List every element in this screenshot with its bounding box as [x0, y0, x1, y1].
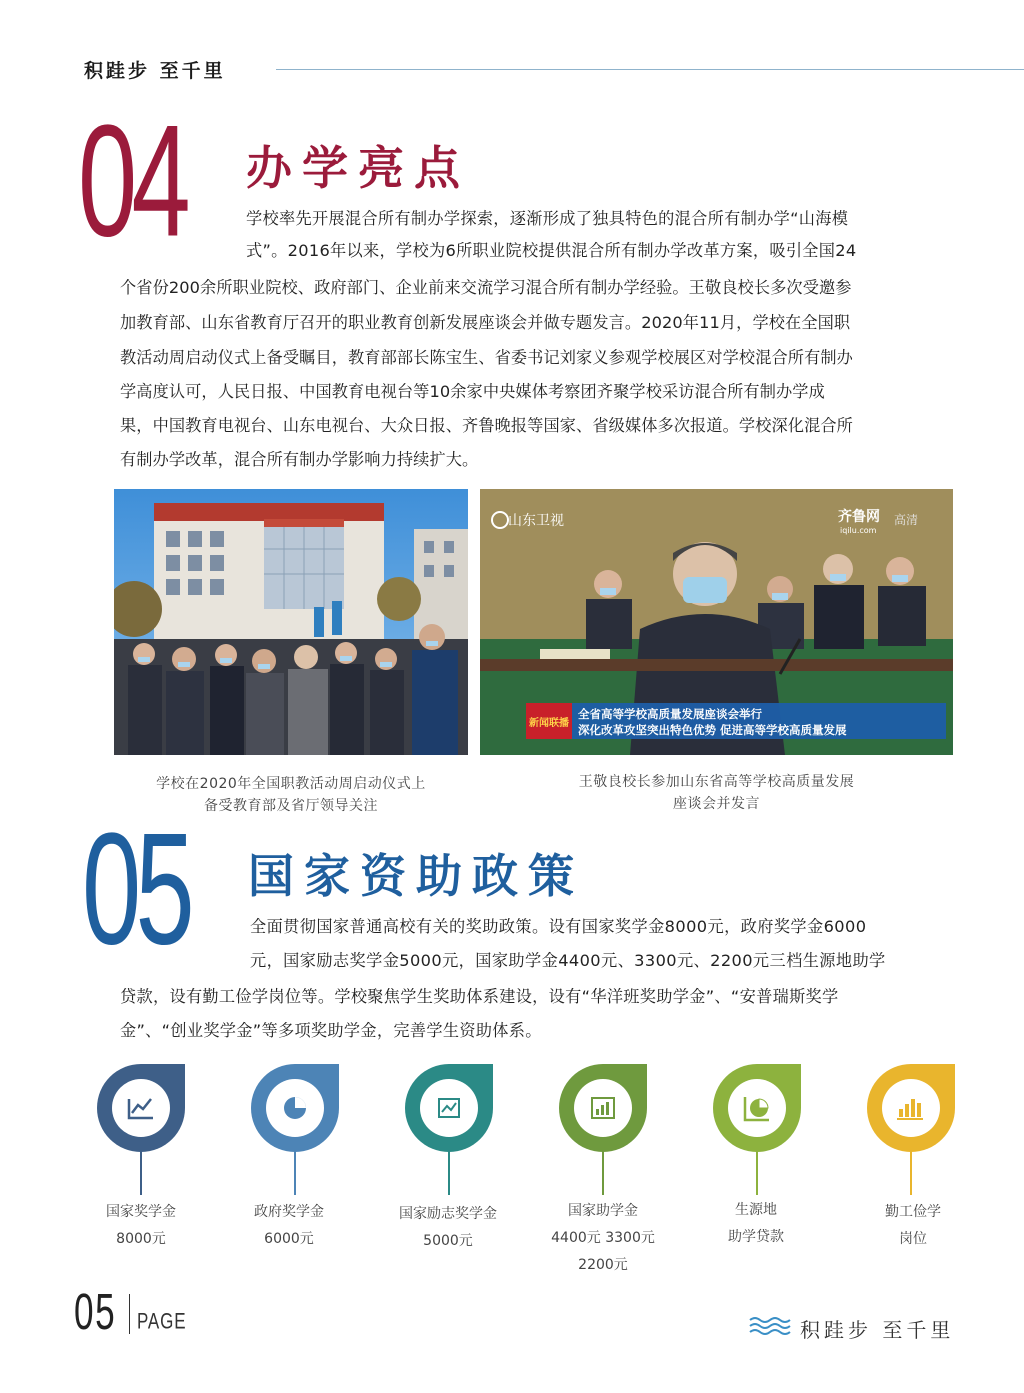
pie-report-icon	[712, 1063, 802, 1153]
icon-stem	[602, 1149, 604, 1195]
caption-line: 学校在2020年全国职教活动周启动仪式上	[156, 776, 426, 792]
icon-label-line: 6000元	[264, 1231, 314, 1247]
tv-logo-right: 齐鲁网	[838, 509, 880, 525]
trend-chart-icon	[404, 1063, 494, 1153]
pie-chart-icon	[250, 1063, 340, 1153]
section-04-line: 果，中国教育电视台、山东电视台、大众日报、齐鲁晚报等国家、省级媒体多次报道。学校深化混合所	[120, 416, 853, 435]
footer-divider	[129, 1294, 130, 1334]
icon-stem	[910, 1149, 912, 1195]
tv-screenshot-photo	[480, 489, 953, 755]
section-04-line: 式”。2016年以来，学校为6所职业院校提供混合所有制办学改革方案，吸引全国24	[246, 241, 857, 260]
section-05-title: 国家资助政策	[248, 849, 584, 903]
icon-stem	[294, 1149, 296, 1195]
section-04-line: 加教育部、山东省教育厅召开的职业教育创新发展座谈会并做专题发言。2020年11月，学校在全国职	[120, 313, 851, 332]
icon-label-line: 8000元	[116, 1231, 166, 1247]
icon-label-line: 5000元	[423, 1233, 473, 1249]
caption-line: 备受教育部及省厅领导关注	[204, 798, 378, 814]
tv-photo-caption	[480, 771, 953, 815]
tv-news-tag: 新闻联播	[529, 718, 569, 729]
tv-logo-right-sub: iqilu.com	[840, 526, 877, 535]
icon-label	[209, 1199, 369, 1253]
icon-label-line: 2200元	[578, 1257, 628, 1273]
icon-label-line: 生源地	[735, 1202, 777, 1218]
wave-icon	[748, 1316, 792, 1336]
section-04-line: 学校率先开展混合所有制办学探索，逐渐形成了独具特色的混合所有制办学“山海模	[246, 209, 849, 228]
line-chart-icon	[96, 1063, 186, 1153]
event-photo-illustration	[114, 489, 468, 755]
tv-screenshot-illustration	[480, 489, 953, 755]
icon-label	[368, 1201, 528, 1255]
icon-label-line: 岗位	[899, 1231, 927, 1247]
footer-slogan: 积跬步 至千里	[800, 1318, 955, 1342]
section-04-title: 办学亮点	[246, 141, 470, 195]
section-05-line: 全面贯彻国家普通高校有关的奖助政策。设有国家奖学金8000元，政府奖学金6000	[250, 917, 867, 936]
page-label: PAGE	[137, 1310, 187, 1335]
section-04-line: 个省份200余所职业院校、政府部门、企业前来交流学习混合所有制办学经验。王敬良校长多次受邀参	[120, 278, 852, 297]
icon-label-line: 国家励志奖学金	[399, 1206, 497, 1222]
icon-stem	[448, 1149, 450, 1195]
page-number: 05	[74, 1284, 117, 1341]
icon-label-line: 政府奖学金	[254, 1204, 324, 1220]
icon-label-line: 勤工俭学	[885, 1204, 941, 1220]
bar-growth-icon	[866, 1063, 956, 1153]
tv-banner-line-2: 深化改革攻坚突出特色优势 促进高等学校高质量发展	[578, 723, 847, 737]
icon-label-line: 4400元 3300元	[551, 1230, 655, 1246]
section-05-line: 贷款，设有勤工俭学岗位等。学校聚焦学生奖助体系建设，设有“华洋班奖助学金”、“安普瑞斯奖学	[120, 987, 839, 1006]
tv-hd-badge: 高清	[894, 513, 919, 527]
bar-chart-icon	[558, 1063, 648, 1153]
icon-label	[61, 1199, 221, 1253]
event-photo	[114, 489, 468, 755]
tv-banner-line-1: 全省高等学校高质量发展座谈会举行	[578, 707, 762, 721]
icon-label-line: 助学贷款	[728, 1229, 784, 1245]
section-04-number: 04	[78, 92, 185, 270]
caption-line: 座谈会并发言	[673, 796, 760, 812]
tv-logo-left: 山东卫视	[508, 513, 564, 529]
icon-label	[523, 1198, 683, 1279]
icon-stem	[756, 1149, 758, 1195]
header-divider	[276, 69, 1024, 70]
section-05-line: 金”、“创业奖学金”等多项奖助学金，完善学生资助体系。	[120, 1021, 542, 1040]
section-05-number: 05	[82, 800, 189, 978]
icon-label	[833, 1199, 993, 1253]
icon-label	[676, 1197, 836, 1251]
caption-line: 王敬良校长参加山东省高等学校高质量发展	[578, 774, 855, 790]
icon-stem	[140, 1149, 142, 1195]
section-04-line: 有制办学改革，混合所有制办学影响力持续扩大。	[120, 450, 479, 469]
header-slogan: 积跬步 至千里	[84, 60, 226, 82]
section-04-line: 教活动周启动仪式上备受瞩目，教育部部长陈宝生、省委书记刘家义参观学校展区对学校混合所有制办	[120, 348, 853, 367]
icon-label-line: 国家助学金	[568, 1203, 638, 1219]
icon-label-line: 国家奖学金	[106, 1204, 176, 1220]
section-04-line: 学高度认可，人民日报、中国教育电视台等10余家中央媒体考察团齐聚学校采访混合所有制办学成	[120, 382, 825, 401]
section-05-line: 元，国家励志奖学金5000元，国家助学金4400元、3300元、2200元三档生源地助学	[250, 951, 886, 970]
